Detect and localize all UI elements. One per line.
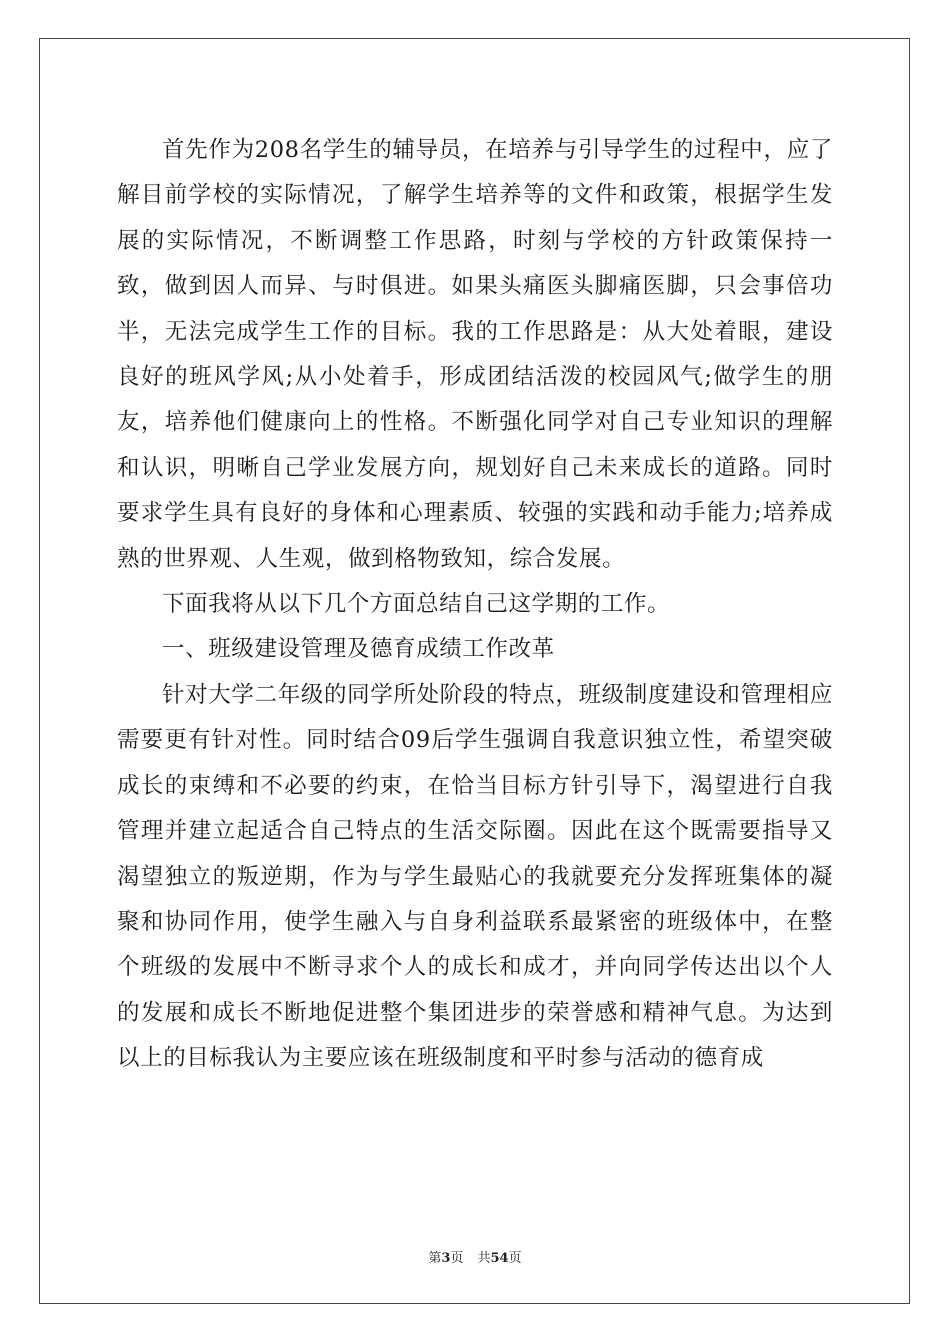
paragraph-2: 下面我将从以下几个方面总结自己这学期的工作。 [162,591,671,618]
total-prefix: 共 [477,1251,491,1266]
total-suffix: 页 [508,1251,522,1266]
page-footer [0,1247,950,1266]
total-pages: 54 [490,1251,509,1266]
page-number: 3 [441,1251,451,1266]
document-body [117,128,833,1082]
page-suffix: 页 [450,1251,464,1266]
paragraph-1: 首先作为208名学生的辅导员，在培养与引导学生的过程中，应了解目前学校的实际情况，了解学生培养等的文件和政策，根据学生发展的实际情况，不断调整工作思路，时刻与学校的方针政策保持一致，做到因人而异、与时俱进。如果头痛医头脚痛医脚，只会事倍功半，无法完成学生工作的目标。我的工作思路是：从大处着眼，建设良好的班风学风;从小处着手，形成团结活泼的校园风气;做学生的朋友，培养他们健康向上的性格。不断强化同学对自己专业知识的理解和认识，明晰自己学业发展方向，规划好自己未来成长的道路。同时要求学生具有良好的身体和心理素质、较强的实践和动手能力;培养成熟的世界观、人生观，做到格物致知，综合发展。 [117,137,833,572]
paragraph-3: 针对大学二年级的同学所处阶段的特点，班级制度建设和管理相应需要更有针对性。同时结合09后学生强调自我意识独立性，希望突破成长的束缚和不必要的约束，在恰当目标方针引导下，渴望进行自我管理并建立起适合自己特点的生活交际圈。因此在这个既需要指导又渴望独立的叛逆期，作为与学生最贴心的我就要充分发挥班集体的凝聚和协同作用，使学生融入与自身利益联系最紧密的班级体中，在整个班级的发展中不断寻求个人的成长和成才，并向同学传达出以个人的发展和成长不断地促进整个集团进步的荣誉感和精神气息。为达到以上的目标我认为主要应该在班级制度和平时参与活动的德育成 [117,681,833,1072]
page-prefix: 第 [428,1251,442,1266]
section-heading: 一、班级建设管理及德育成绩工作改革 [162,636,555,663]
